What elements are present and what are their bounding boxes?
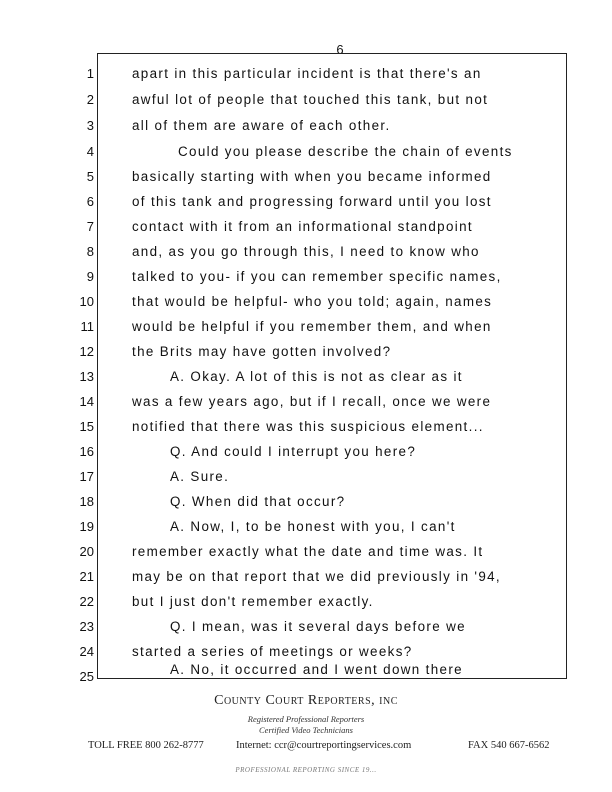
transcript-line: A. No, it occurred and I went down there	[170, 662, 463, 677]
line-number: 16	[79, 444, 94, 459]
transcript-line: notified that there was this suspicious element...	[132, 419, 484, 434]
line-number: 20	[79, 544, 94, 559]
transcript-line: that would be helpful- who you told; again, names	[132, 294, 493, 309]
line-number: 9	[86, 269, 94, 284]
transcript-line: awful lot of people that touched this tank, but not	[132, 92, 489, 107]
line-number: 14	[79, 394, 94, 409]
line-number: 3	[86, 118, 94, 133]
line-number: 7	[86, 219, 94, 234]
transcript-line: contact with it from an informational standpoint	[132, 219, 473, 234]
line-number: 21	[79, 569, 94, 584]
transcript-line: A. Okay. A lot of this is not as clear as it	[170, 369, 463, 384]
line-number: 5	[86, 169, 94, 184]
firm-tagline: PROFESSIONAL REPORTING SINCE 19...	[235, 766, 377, 774]
transcript-line: the Brits may have gotten involved?	[132, 344, 392, 359]
line-number: 23	[79, 619, 94, 634]
transcript-line: basically starting with when you became informed	[132, 169, 492, 184]
line-number: 24	[79, 644, 94, 659]
transcript-line: and, as you go through this, I need to know who	[132, 244, 480, 259]
line-number: 4	[86, 144, 94, 159]
transcript-line: apart in this particular incident is that there's an	[132, 66, 482, 81]
line-number: 12	[79, 344, 94, 359]
fax-number: FAX 540 667-6562	[468, 740, 550, 751]
line-number: 25	[79, 669, 94, 684]
transcript-line: may be on that report that we did previously in '94,	[132, 569, 502, 584]
transcript-line: A. Sure.	[170, 469, 230, 484]
transcript-line: of this tank and progressing forward until you lost	[132, 194, 492, 209]
transcript-line: A. Now, I, to be honest with you, I can't	[170, 519, 456, 534]
firm-subtitle-video: Certified Video Technicians	[259, 725, 353, 735]
firm-name: County Court Reporters, inc	[214, 693, 398, 708]
transcript-line: was a few years ago, but if I recall, once we were	[132, 394, 492, 409]
line-number: 2	[86, 92, 94, 107]
transcript-line: talked to you- if you can remember specific names,	[132, 269, 502, 284]
transcript-line: Q. And could I interrupt you here?	[170, 444, 417, 459]
line-number: 17	[79, 469, 94, 484]
toll-free-number: TOLL FREE 800 262-8777	[88, 740, 204, 751]
transcript-line: Q. I mean, was it several days before we	[170, 619, 466, 634]
line-number: 11	[80, 319, 94, 334]
firm-subtitle-reporters: Registered Professional Reporters	[247, 714, 365, 724]
transcript-line: Q. When did that occur?	[170, 494, 346, 509]
line-number: 6	[86, 194, 94, 209]
transcript-line: remember exactly what the date and time was. It	[132, 544, 484, 559]
transcript-line: started a series of meetings or weeks?	[132, 644, 413, 659]
line-number: 1	[86, 66, 94, 81]
line-number: 8	[86, 244, 94, 259]
line-number: 18	[79, 494, 94, 509]
transcript-line: but I just don't remember exactly.	[132, 594, 374, 609]
line-number: 15	[79, 419, 94, 434]
line-number: 22	[79, 594, 94, 609]
line-number: 13	[79, 369, 94, 384]
page-number: 6	[336, 42, 344, 57]
internet-email: Internet: ccr@courtreportingservices.com	[236, 740, 412, 751]
line-number: 19	[79, 519, 94, 534]
transcript-line: Could you please describe the chain of events	[178, 144, 513, 159]
transcript-line: would be helpful if you remember them, and when	[132, 319, 492, 334]
transcript-line: all of them are aware of each other.	[132, 118, 391, 133]
line-number: 10	[79, 294, 94, 309]
